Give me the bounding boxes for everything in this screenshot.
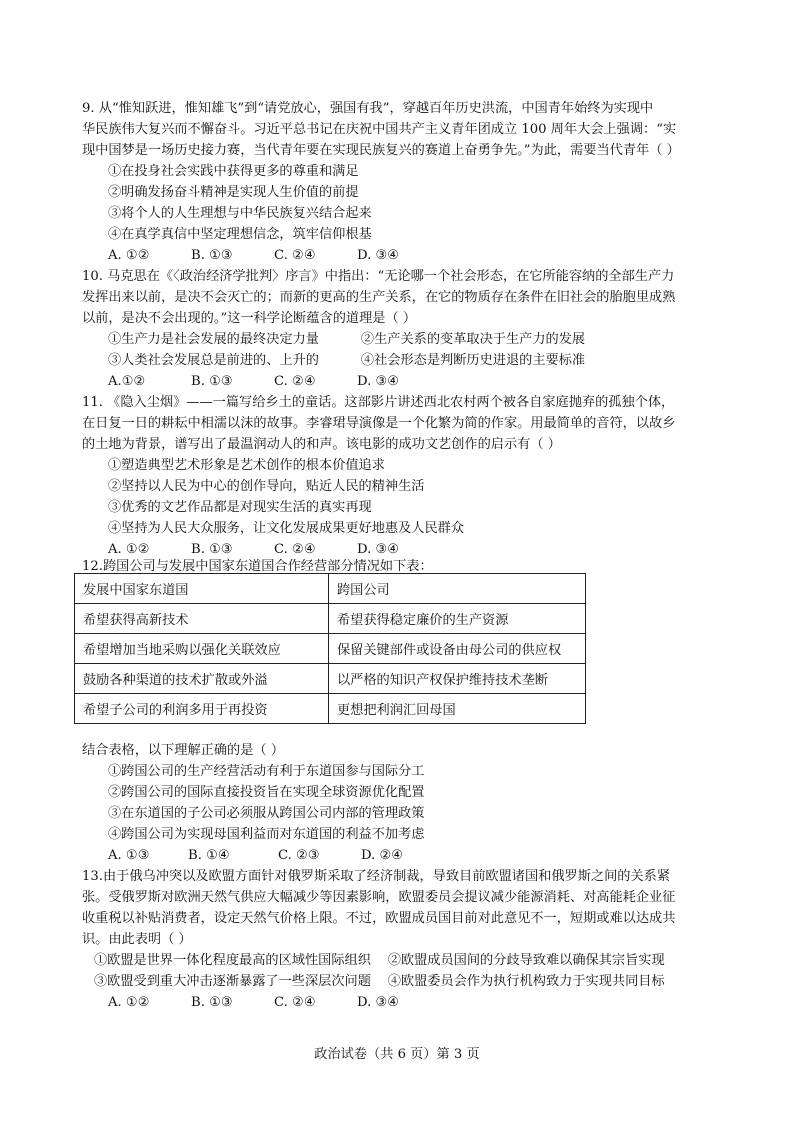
q13-answer-b: B. ①③ — [191, 995, 233, 1010]
q10-answer-d: D. ③④ — [357, 374, 400, 389]
table-row — [75, 694, 586, 724]
table-cell: 以严格的知识产权保护维持技术垄断 — [329, 664, 586, 694]
table-row — [75, 634, 586, 664]
q13-answer-a: A. ①② — [108, 995, 150, 1010]
table-cell: 更想把利润汇回母国 — [329, 694, 586, 724]
q13-answer-d: D. ③④ — [357, 995, 400, 1010]
table-cell: 希望获得稳定廉价的生产资源 — [329, 604, 586, 634]
q11-text-line-1: 11. 《隐入尘烟》——一篇写给乡土的童话。这部影片讲述西北农村两个被各自家庭抛弃的孤独个体， — [82, 395, 675, 410]
q10-answer-c: C. ②④ — [274, 374, 316, 389]
q10-text-line-2: 发挥出来以前，是决不会灭亡的；而新的更高的生产关系，在它的物质存在条件在旧社会的胎胞里成熟 — [82, 290, 676, 305]
page-footer: 政治试卷（共 6 页）第 3 页 — [314, 1047, 480, 1062]
q9-text-line-2: 华民族伟大复兴而不懈奋斗。习近平总书记在庆祝中国共产主义青年团成立 100 周年大会上强调：“实 — [82, 122, 677, 137]
q11-option-2: ②坚持以人民为中心的创作导向，贴近人民的精神生活 — [108, 479, 425, 494]
q10-answer-row — [108, 371, 399, 392]
q9-answer-a: A. ①② — [108, 248, 150, 263]
q12-comparison-table — [74, 573, 586, 724]
table-cell: 希望获得高新技术 — [75, 604, 329, 634]
q13-text-line-3: 收重税以补贴消费者，设定天然气价格上限。不过，欧盟成员国目前对此意见不一，短期或难以达成共 — [82, 911, 676, 926]
table-cell: 跨国公司 — [329, 574, 586, 604]
q11-text-line-3: 的土地为背景，谱写出了最温润动人的和声。该电影的成功文艺创作的启示有（ ） — [82, 437, 561, 452]
q12-after-text: 结合表格，以下理解正确的是（ ） — [82, 743, 285, 758]
table-row — [75, 604, 586, 634]
q10-answer-a: A.①② — [108, 374, 146, 389]
q9-option-1: ①在投身社会实践中获得更多的尊重和满足 — [108, 164, 359, 179]
q13-options-row-2: ③欧盟受到重大冲击逐渐暴露了一些深层次问题 ④欧盟委员会作为执行机构致力于实现共同目标 — [94, 974, 665, 989]
q9-answer-c: C. ②④ — [274, 248, 316, 263]
q12-option-4: ④跨国公司为实现母国利益而对东道国的利益不加考虑 — [108, 827, 425, 842]
q10-text-line-1: 10. 马克思在《〈政治经济学批判〉序言》中指出：“无论哪一个社会形态，在它所能容纳的全部生产力 — [82, 269, 675, 284]
table-row — [75, 664, 586, 694]
q12-option-2: ②跨国公司的国际直接投资旨在实现全球资源优化配置 — [108, 785, 425, 800]
q12-answer-c: C. ②③ — [278, 848, 320, 863]
q9-answer-b: B. ①③ — [191, 248, 233, 263]
q12-option-3: ③在东道国的子公司必须服从跨国公司内部的管理政策 — [108, 806, 425, 821]
table-cell: 希望增加当地采购以强化关联效应 — [75, 634, 329, 664]
q9-option-2: ②明确发扬奋斗精神是实现人生价值的前提 — [108, 185, 359, 200]
q9-option-4: ④在真学真信中坚定理想信念，筑牢信仰根基 — [108, 227, 372, 242]
q10-answer-b: B. ①③ — [191, 374, 233, 389]
q12-answer-b: B. ①④ — [188, 848, 230, 863]
q11-text-line-2: 在日复一日的耕耘中相濡以沫的故事。李睿珺导演像是一个化繁为简的作家。用最简单的音符，以故乡 — [82, 416, 676, 431]
q12-option-1: ①跨国公司的生产经营活动有利于东道国参与国际分工 — [108, 764, 425, 779]
q13-options-row-1: ①欧盟是世界一体化程度最高的区域性国际组织 ②欧盟成员国间的分歧导致难以确保其宗旨实现 — [94, 953, 665, 968]
q9-answer-d: D. ③④ — [357, 248, 400, 263]
q12-answer-row — [108, 845, 403, 866]
q9-answer-row — [108, 245, 399, 266]
q11-option-1: ①塑造典型艺术形象是艺术创作的根本价值追求 — [108, 458, 385, 473]
table-cell: 发展中国家东道国 — [75, 574, 329, 604]
q13-answer-row — [108, 992, 399, 1013]
q11-answer-d: D. ③④ — [357, 542, 400, 557]
q11-option-3: ③优秀的文艺作品都是对现实生活的真实再现 — [108, 500, 372, 515]
q13-text-line-2: 张。受俄罗斯对欧洲天然气供应大幅减少等因素影响，欧盟委员会提议减少能源消耗、对高能耗企业征 — [82, 890, 676, 905]
q13-answer-c: C. ②④ — [274, 995, 316, 1010]
q9-option-3: ③将个人的人生理想与中华民族复兴结合起来 — [108, 206, 372, 221]
q12-answer-a: A. ①③ — [108, 848, 150, 863]
q12-answer-d: D. ②④ — [361, 848, 404, 863]
q13-text-line-4: 识。由此表明（ ） — [82, 932, 192, 947]
table-row — [75, 574, 586, 604]
q12-intro: 12.跨国公司与发展中国家东道国合作经营部分情况如下表： — [82, 559, 433, 574]
table-cell: 希望子公司的利润多用于再投资 — [75, 694, 329, 724]
q11-answer-a: A. ①② — [108, 542, 150, 557]
q10-options-row-2: ③人类社会发展总是前进的、上升的 ④社会形态是判断历史进退的主要标准 — [108, 353, 586, 368]
q13-text-line-1: 13.由于俄乌冲突以及欧盟方面针对俄罗斯采取了经济制裁，导致目前欧盟诸国和俄罗斯之间的关系紧 — [82, 869, 671, 884]
q11-answer-c: C. ②④ — [274, 542, 316, 557]
q11-answer-b: B. ①③ — [191, 542, 233, 557]
table-cell: 鼓励各种渠道的技术扩散或外溢 — [75, 664, 329, 694]
q11-option-4: ④坚持为人民大众服务，让文化发展成果更好地惠及人民群众 — [108, 521, 465, 536]
q10-text-line-3: 以前，是决不会出现的。”这一科学论断蕴含的道理是（ ） — [82, 311, 417, 326]
table-cell: 保留关键部件或设备由母公司的供应权 — [329, 634, 586, 664]
q9-text-line-1: 9. 从“惟知跃进，惟知雄飞”到“请党放心，强国有我”，穿越百年历史洪流，中国青年始终为实现中 — [82, 101, 654, 116]
q10-options-row-1: ①生产力是社会发展的最终决定力量 ②生产关系的变革取决于生产力的发展 — [108, 332, 586, 347]
q9-text-line-3: 现中国梦是一场历史接力赛，当代青年要在实现民族复兴的赛道上奋勇争先。”为此，需要当代青年（ ） — [82, 143, 680, 158]
